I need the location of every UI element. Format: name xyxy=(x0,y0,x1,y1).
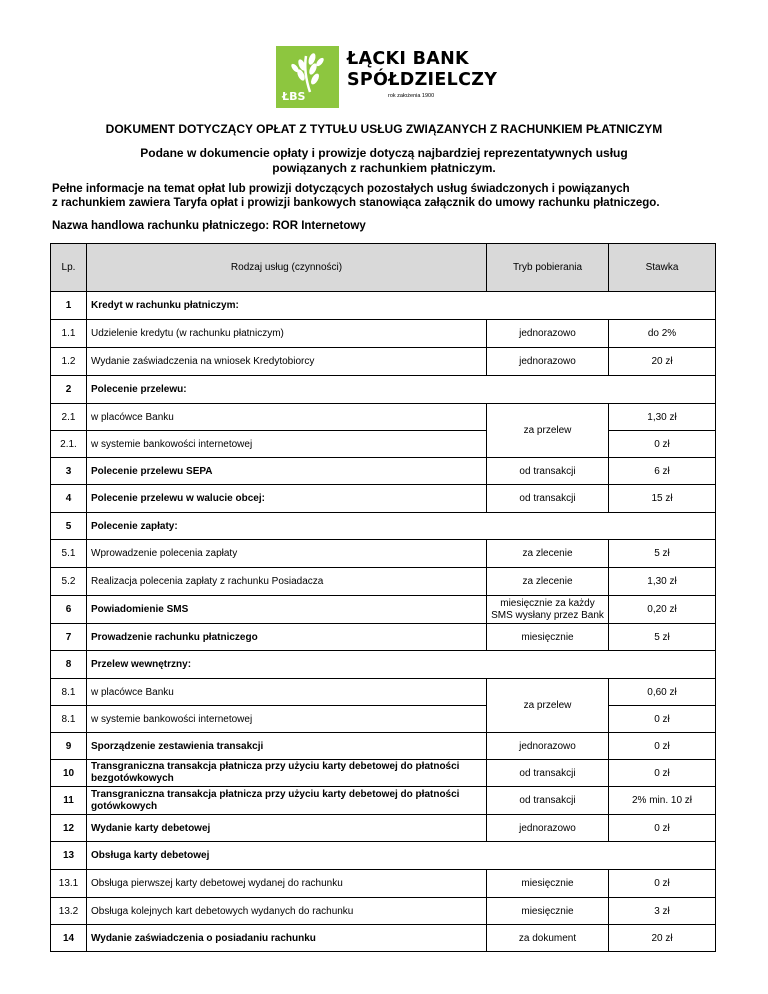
cell-mode: jednorazowo xyxy=(487,815,609,842)
cell-lp: 2.1. xyxy=(51,431,87,458)
cell-service: Obsługa pierwszej karty debetowej wydanej do rachunku xyxy=(87,870,487,898)
table-row xyxy=(51,376,716,404)
cell-service: Wydanie zaświadczenia o posiadaniu rachunku xyxy=(87,925,487,952)
cell-mode: za zlecenie xyxy=(487,568,609,596)
table-row xyxy=(51,458,716,485)
table-row xyxy=(51,870,716,898)
cell-lp: 2.1 xyxy=(51,404,87,431)
table-row xyxy=(51,431,716,458)
table-row xyxy=(51,842,716,870)
cell-service: Transgraniczna transakcja płatnicza przy użyciu karty debetowej do płatności gotówkowych xyxy=(87,787,487,815)
cell-mode: miesięcznie za każdy SMS wysłany przez Bank xyxy=(487,596,609,624)
table-row xyxy=(51,320,716,348)
cell-service: Wydanie karty debetowej xyxy=(87,815,487,842)
cell-lp: 1.1 xyxy=(51,320,87,348)
cell-service: Prowadzenie rachunku płatniczego xyxy=(87,624,487,651)
table-row xyxy=(51,568,716,596)
cell-mode: od transakcji xyxy=(487,760,609,787)
cell-mode: za zlecenie xyxy=(487,540,609,568)
cell-rate: 20 zł xyxy=(609,348,716,376)
cell-rate: 6 zł xyxy=(609,458,716,485)
fees-table xyxy=(50,243,716,952)
cell-service: Obsługa kolejnych kart debetowych wydanych do rachunku xyxy=(87,898,487,925)
cell-lp: 13.1 xyxy=(51,870,87,898)
col-header-mode: Tryb pobierania xyxy=(487,244,609,292)
cell-lp: 3 xyxy=(51,458,87,485)
cell-service: Powiadomienie SMS xyxy=(87,596,487,624)
table-row xyxy=(51,485,716,513)
cell-service: Wprowadzenie polecenia zapłaty xyxy=(87,540,487,568)
logo-since: rok założenia 1900 xyxy=(388,93,435,99)
cell-service: w systemie bankowości internetowej xyxy=(87,706,487,733)
cell-mode: od transakcji xyxy=(487,787,609,815)
cell-service: Sporządzenie zestawienia transakcji xyxy=(87,733,487,760)
cell-service: Realizacja polecenia zapłaty z rachunku Posiadacza xyxy=(87,568,487,596)
cell-rate: 0 zł xyxy=(609,870,716,898)
account-name: Nazwa handlowa rachunku płatniczego: ROR Internetowy xyxy=(52,220,366,232)
cell-mode: za dokument xyxy=(487,925,609,952)
table-row xyxy=(51,733,716,760)
cell-mode: za przelew xyxy=(487,404,609,458)
logo-mark xyxy=(276,46,339,108)
table-row xyxy=(51,760,716,787)
cell-lp: 7 xyxy=(51,624,87,651)
cell-lp: 13 xyxy=(51,842,87,870)
cell-service: w systemie bankowości internetowej xyxy=(87,431,487,458)
cell-lp: 1 xyxy=(51,292,87,320)
cell-mode: od transakcji xyxy=(487,485,609,513)
cell-lp: 10 xyxy=(51,760,87,787)
table-row xyxy=(51,596,716,624)
table-row xyxy=(51,898,716,925)
col-header-service: Rodzaj usług (czynności) xyxy=(87,244,487,292)
document-info xyxy=(52,182,732,210)
table-row xyxy=(51,787,716,815)
cell-lp: 5.2 xyxy=(51,568,87,596)
table-row xyxy=(51,679,716,706)
cell-rate: 1,30 zł xyxy=(609,568,716,596)
cell-service: Transgraniczna transakcja płatnicza przy użyciu karty debetowej do płatności bezgotówkowych xyxy=(87,760,487,787)
table-row xyxy=(51,624,716,651)
cell-lp: 8.1 xyxy=(51,679,87,706)
cell-lp: 4 xyxy=(51,485,87,513)
cell-rate: 0 zł xyxy=(609,431,716,458)
cell-service: Kredyt w rachunku płatniczym: xyxy=(87,292,716,320)
cell-service: Wydanie zaświadczenia na wniosek Kredytobiorcy xyxy=(87,348,487,376)
table-row xyxy=(51,292,716,320)
cell-mode: miesięcznie xyxy=(487,898,609,925)
cell-service: Polecenie przelewu w walucie obcej: xyxy=(87,485,487,513)
table-row xyxy=(51,925,716,952)
cell-rate: 3 zł xyxy=(609,898,716,925)
table-row xyxy=(51,404,716,431)
cell-rate: 0,20 zł xyxy=(609,596,716,624)
info-line-1: Pełne informacje na temat opłat lub prowizji dotyczących pozostałych usług świadczonych i powiązanych xyxy=(52,183,630,195)
table-header-row xyxy=(51,244,716,292)
cell-rate: 0 zł xyxy=(609,733,716,760)
cell-mode: jednorazowo xyxy=(487,348,609,376)
table-row xyxy=(51,540,716,568)
col-header-lp: Lp. xyxy=(51,244,87,292)
cell-rate: 5 zł xyxy=(609,540,716,568)
cell-service: Polecenie zapłaty: xyxy=(87,513,716,540)
cell-service: w placówce Banku xyxy=(87,404,487,431)
cell-lp: 6 xyxy=(51,596,87,624)
logo-monogram: ŁBS xyxy=(282,90,306,103)
cell-service: Obsługa karty debetowej xyxy=(87,842,716,870)
cell-rate: do 2% xyxy=(609,320,716,348)
cell-rate: 2% min. 10 zł xyxy=(609,787,716,815)
cell-mode: jednorazowo xyxy=(487,320,609,348)
cell-mode: jednorazowo xyxy=(487,733,609,760)
cell-service: Udzielenie kredytu (w rachunku płatniczym) xyxy=(87,320,487,348)
cell-mode: miesięcznie xyxy=(487,870,609,898)
cell-mode: za przelew xyxy=(487,679,609,733)
cell-service: w placówce Banku xyxy=(87,679,487,706)
cell-lp: 5 xyxy=(51,513,87,540)
cell-lp: 8 xyxy=(51,651,87,679)
col-header-rate: Stawka xyxy=(609,244,716,292)
cell-mode: od transakcji xyxy=(487,458,609,485)
cell-rate: 1,30 zł xyxy=(609,404,716,431)
info-line-2: z rachunkiem zawiera Taryfa opłat i prowizji bankowych stanowiąca załącznik do umowy rachunku płatniczego. xyxy=(52,197,660,209)
cell-lp: 9 xyxy=(51,733,87,760)
cell-rate: 20 zł xyxy=(609,925,716,952)
table-row xyxy=(51,651,716,679)
table-row xyxy=(51,706,716,733)
cell-lp: 2 xyxy=(51,376,87,404)
cell-rate: 0 zł xyxy=(609,706,716,733)
table-row xyxy=(51,513,716,540)
table-row xyxy=(51,348,716,376)
document-title: DOKUMENT DOTYCZĄCY OPŁAT Z TYTUŁU USŁUG ZWIĄZANYCH Z RACHUNKIEM PŁATNICZYM xyxy=(105,122,663,136)
table-row xyxy=(51,815,716,842)
cell-rate: 0 zł xyxy=(609,815,716,842)
cell-rate: 15 zł xyxy=(609,485,716,513)
bank-logo xyxy=(276,46,498,108)
cell-rate: 0 zł xyxy=(609,760,716,787)
cell-rate: 5 zł xyxy=(609,624,716,651)
cell-rate: 0,60 zł xyxy=(609,679,716,706)
cell-service: Polecenie przelewu: xyxy=(87,376,716,404)
cell-lp: 8.1 xyxy=(51,706,87,733)
cell-lp: 5.1 xyxy=(51,540,87,568)
cell-lp: 14 xyxy=(51,925,87,952)
cell-lp: 13.2 xyxy=(51,898,87,925)
cell-lp: 11 xyxy=(51,787,87,815)
cell-mode: miesięcznie xyxy=(487,624,609,651)
cell-lp: 1.2 xyxy=(51,348,87,376)
logo-name-line2: SPÓŁDZIELCZY xyxy=(347,70,498,90)
logo-name-line1: ŁĄCKI BANK xyxy=(347,49,469,69)
cell-service: Przelew wewnętrzny: xyxy=(87,651,716,679)
document-subtitle: Podane w dokumencie opłaty i prowizje dotyczą najbardziej reprezentatywnych usług powiązanych z rachunkiem płatniczym. xyxy=(140,146,628,175)
cell-lp: 12 xyxy=(51,815,87,842)
cell-service: Polecenie przelewu SEPA xyxy=(87,458,487,485)
